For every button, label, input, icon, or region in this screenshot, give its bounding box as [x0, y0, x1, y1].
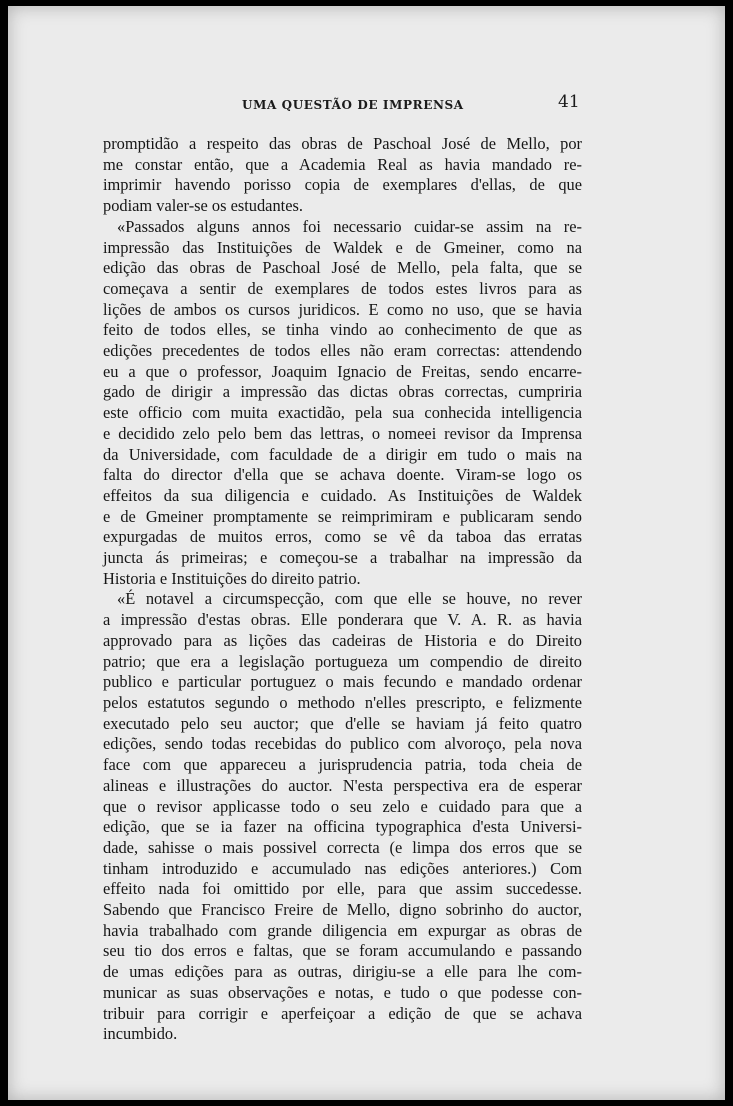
text-line: feito de todos elles, se tinha vindo ao conhecimento de que as	[103, 320, 582, 340]
text-line: e decidido zelo pelo bem das lettras, o nomeei revisor da Imprensa	[103, 423, 582, 443]
text-line: e de Gmeiner promptamente se reimprimiram e publicaram sendo	[103, 506, 582, 526]
text-line: juncta ás primeiras; e começou-se a trabalhar na impressão da	[103, 548, 582, 568]
page-number: 41	[558, 92, 580, 112]
page-header	[8, 94, 725, 114]
text-line: começava a sentir de exemplares de todos estes livros para as	[103, 278, 582, 298]
text-line: pelos estatutos segundo o methodo n'elles prescripto, e felizmente	[103, 692, 582, 712]
text-line: «É notavel a circumspecção, com que elle se houve, no rever	[117, 589, 582, 609]
text-line: expurgadas de muitos erros, como se vê da taboa das erratas	[103, 527, 582, 547]
text-line: que o revisor applicasse todo o seu zelo e cuidado para que a	[103, 796, 582, 816]
text-line: de umas edições para as outras, dirigiu-se a elle para lhe com-	[103, 962, 582, 982]
text-line: approvado para as lições das cadeiras de Historia e do Direito	[103, 630, 582, 650]
text-line: effeito nada foi omittido por elle, para que assim succedesse.	[103, 879, 582, 899]
text-line: effeitos da sua diligencia e cuidado. As Instituições de Waldek	[103, 485, 582, 505]
text-line: municar as suas observações e notas, e tudo o que podesse con-	[103, 982, 582, 1002]
text-line: eu a que o professor, Joaquim Ignacio de Freitas, sendo encarre-	[103, 361, 582, 381]
text-line: edições, sendo todas recebidas do publico com alvoroço, pela nova	[103, 734, 582, 754]
text-line: «Passados alguns annos foi necessario cuidar-se assim na re-	[117, 216, 582, 236]
text-line: havia trabalhado com grande diligencia em expurgar as obras de	[103, 920, 582, 940]
body-text	[103, 134, 582, 1045]
text-line: seu tio dos erros e faltas, que se foram accumulando e passando	[103, 941, 582, 961]
text-line: Sabendo que Francisco Freire de Mello, digno sobrinho do auctor,	[103, 900, 582, 920]
text-line: tribuir para corrigir e aperfeiçoar a edição de que se achava	[103, 1003, 582, 1023]
text-line: alineas e illustrações do auctor. N'esta perspectiva era de esperar	[103, 775, 582, 795]
text-line: imprimir havendo porisso copia de exemplares d'ellas, de que	[103, 175, 582, 195]
running-title: UMA QUESTÃO DE IMPRENSA	[242, 98, 464, 112]
text-line: gado de dirigir a impressão das dictas obras correctas, cumpriria	[103, 382, 582, 402]
text-line: me constar então, que a Academia Real as havia mandado re-	[103, 154, 582, 174]
text-line: executado pelo seu auctor; que d'elle se haviam já feito quatro	[103, 713, 582, 733]
text-line: publico e particular portuguez o mais fecundo e mandado ordenar	[103, 672, 582, 692]
text-line: dade, sahisse o mais possivel correcta (e limpa dos erros que se	[103, 837, 582, 857]
text-line: a impressão d'estas obras. Elle ponderara que V. A. R. as havia	[103, 610, 582, 630]
text-line: face com que appareceu a jurisprudencia patria, toda cheia de	[103, 755, 582, 775]
text-line: edições precedentes de todos elles não eram correctas: attendendo	[103, 341, 582, 361]
book-page	[8, 6, 725, 1100]
text-line: tinham introduzido e accumulado nas edições anteriores.) Com	[103, 858, 582, 878]
text-line: da Universidade, com faculdade de a dirigir em tudo o mais na	[103, 444, 582, 464]
text-line: Historia e Instituições do direito patrio.	[103, 568, 361, 588]
text-line: incumbido.	[103, 1024, 178, 1044]
text-line: patrio; que era a legislação portugueza um compendio de direito	[103, 651, 582, 671]
text-line: promptidão a respeito das obras de Paschoal José de Mello, por	[103, 134, 582, 153]
text-line: impressão das Instituições de Waldek e de Gmeiner, como na	[103, 237, 582, 257]
text-line: falta do director d'ella que se achava doente. Viram-se logo os	[103, 465, 582, 485]
text-line: lições de ambos os cursos juridicos. E como no uso, que se havia	[103, 299, 582, 319]
text-line: edição das obras de Paschoal José de Mello, pela falta, que se	[103, 258, 582, 278]
text-line: este officio com muita exactidão, pela sua conhecida intelligencia	[103, 403, 582, 423]
text-line: edição, que se ia fazer na officina typographica d'esta Universi-	[103, 817, 582, 837]
text-line: podiam valer-se os estudantes.	[103, 196, 303, 216]
